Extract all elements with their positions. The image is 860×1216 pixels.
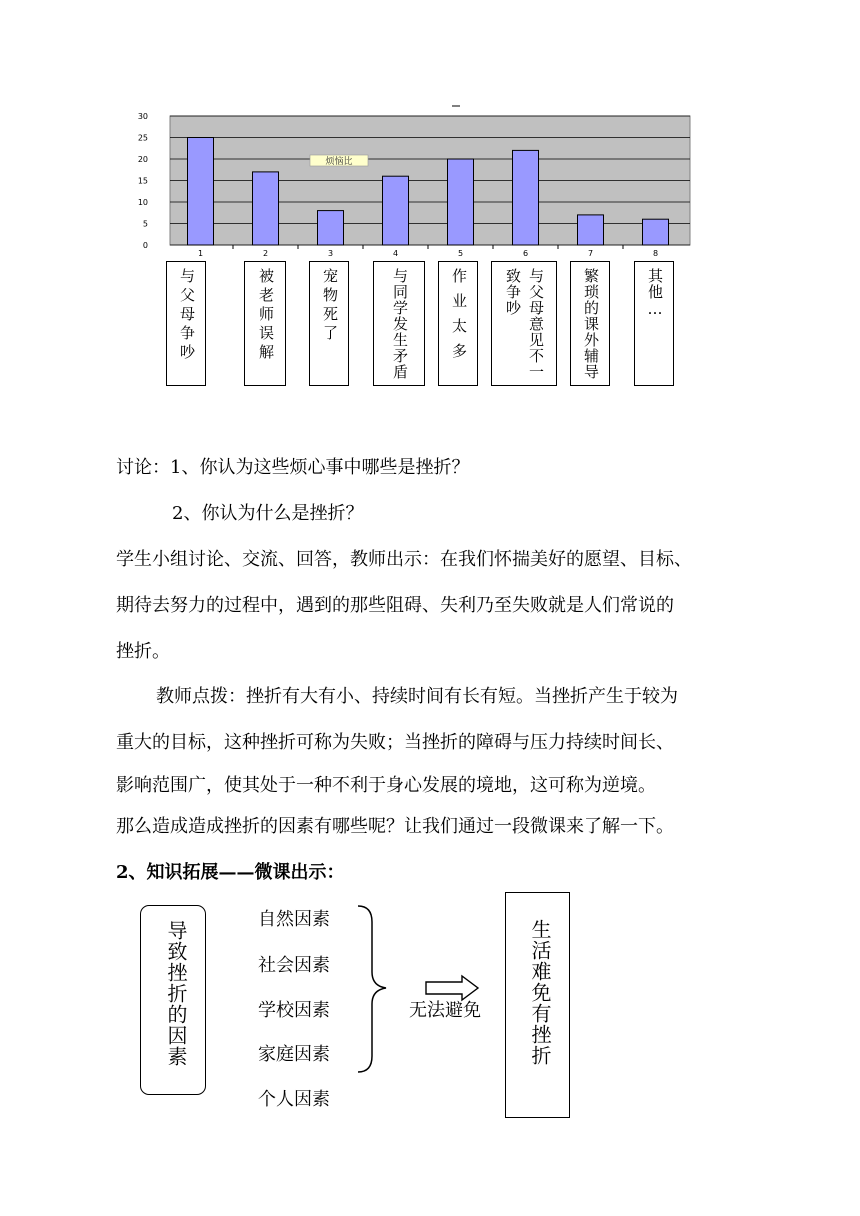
- arrow-label: 无法避免: [409, 1000, 481, 1021]
- bar-8: [643, 219, 669, 245]
- y-tick-label: 30: [137, 112, 148, 121]
- legend-box: [310, 155, 368, 167]
- teacher-text-line-2: 重大的目标，这种挫折可称为失败；当挫折的障碍与压力持续时间长、: [116, 732, 674, 753]
- x-tick-label: 3: [327, 249, 334, 258]
- bar-5: [448, 159, 474, 245]
- section-heading: 2、知识拓展——微课出示：: [116, 862, 345, 883]
- bar-1: [188, 138, 214, 246]
- bar-4: [383, 176, 409, 245]
- teacher-text-line-1: 教师点拨：挫折有大有小、持续时间有长有短。当挫折产生于较为: [156, 686, 678, 707]
- reason-label-4: 与同学发生矛盾: [391, 268, 409, 380]
- reason-box-3: [309, 261, 349, 386]
- question-line: 那么造成造成挫折的因素有哪些呢？让我们通过一段微课来了解一下。: [116, 816, 674, 837]
- result-box: [505, 892, 570, 1118]
- y-tick-label: 10: [137, 198, 148, 207]
- x-tick-label: 2: [262, 249, 269, 258]
- reason-label-3: 宠物死了: [321, 268, 339, 344]
- student-text-line-2: 期待去努力的过程中，遇到的那些阻碍、失利乃至失败就是人们常说的: [116, 595, 674, 616]
- x-tick-label: 5: [457, 249, 464, 258]
- reason-box-1: [166, 261, 206, 386]
- factor-2: 社会因素: [258, 955, 330, 976]
- reason-box-2: [244, 261, 286, 386]
- factor-1: 自然因素: [258, 909, 330, 930]
- result-box-label: 生活难免有挫折: [528, 919, 552, 1066]
- factor-box: [140, 905, 206, 1095]
- reason-box-5: [438, 261, 478, 386]
- reason-label-6-col2: 与父母意见不一: [527, 268, 545, 380]
- reason-label-2: 被老师误解: [257, 268, 275, 363]
- bar-chart: [110, 98, 710, 258]
- factor-3: 学校因素: [258, 1000, 330, 1021]
- reason-label-8: 其他…: [646, 268, 664, 319]
- reason-box-6: [491, 261, 557, 386]
- reason-label-6-col1: 致争吵: [504, 268, 522, 316]
- legend-label: 烦恼比: [325, 157, 353, 167]
- x-tick-label: 6: [522, 249, 529, 258]
- y-tick-label: 20: [137, 155, 148, 164]
- x-tick-label: 8: [652, 249, 659, 258]
- y-tick-label: 0: [142, 241, 148, 250]
- reason-label-7: 繁琐的课外辅导: [582, 268, 600, 380]
- y-tick-label: 25: [137, 133, 148, 143]
- factor-4: 家庭因素: [258, 1044, 330, 1065]
- reason-box-7: [570, 261, 610, 386]
- teacher-text-line-3: 影响范围广，使其处于一种不利于身心发展的境地，这可称为逆境。: [116, 775, 656, 796]
- reason-label-1: 与父母争吵: [178, 268, 196, 363]
- factor-box-label: 导致挫折的因素: [164, 920, 188, 1067]
- student-text-line-3: 挫折。: [116, 641, 170, 662]
- student-text-line-1: 学生小组讨论、交流、回答，教师出示：在我们怀揣美好的愿望、目标、: [116, 549, 692, 570]
- discussion-question-1: 讨论：1、你认为这些烦心事中哪些是挫折？: [116, 457, 470, 478]
- bar-2: [253, 172, 279, 245]
- bar-7: [578, 215, 604, 245]
- y-tick-label: 15: [137, 176, 148, 186]
- bar-3: [318, 211, 344, 245]
- x-tick-label: 1: [197, 249, 204, 258]
- x-tick-label: 7: [587, 249, 594, 258]
- reason-box-4: [373, 261, 425, 386]
- x-tick-label: 4: [392, 249, 399, 258]
- discussion-question-2: 2、你认为什么是挫折？: [172, 503, 364, 524]
- right-brace: [354, 904, 394, 1074]
- reason-label-5: 作业太多: [450, 268, 468, 368]
- bar-6: [513, 150, 539, 245]
- reason-box-8: [634, 261, 674, 386]
- factor-5: 个人因素: [258, 1089, 330, 1110]
- y-tick-label: 5: [142, 219, 148, 229]
